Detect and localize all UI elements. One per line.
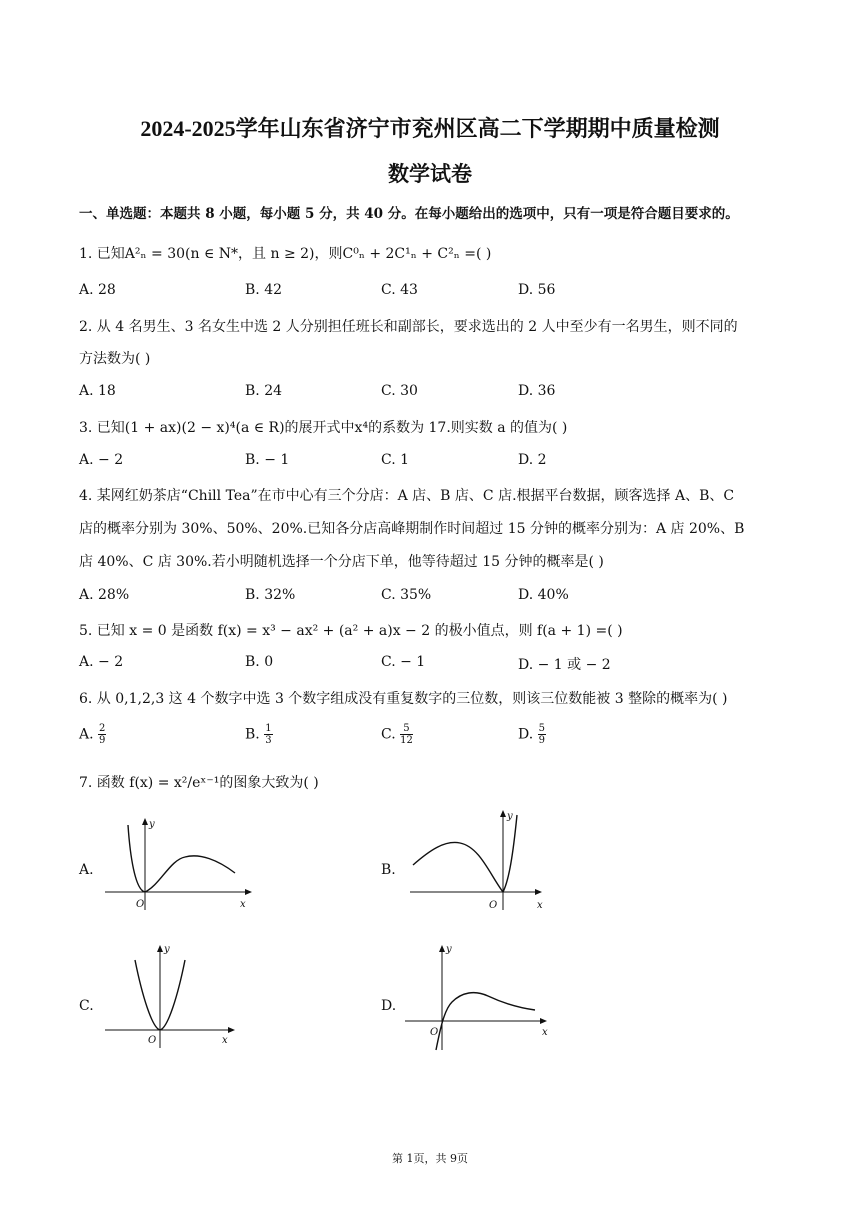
q4-option-b: B. 32% xyxy=(245,587,296,603)
q7-graph-c xyxy=(100,940,260,1050)
q7-option-b-label: B. xyxy=(381,862,396,878)
svg-text:y: y xyxy=(507,811,513,822)
q1-option-d: D. 56 xyxy=(518,282,556,298)
q7-option-d-label: D. xyxy=(381,998,397,1014)
svg-text:x: x xyxy=(542,1027,548,1038)
question-4: 4. 某网红奶茶店“Chill Tea”在市中心有三个分店：A 店、B 店、C 店.根据平台数据，顾客选择 A、B、C xyxy=(79,488,735,504)
question-6: 6. 从 0,1,2,3 这 4 个数字中选 3 个数字组成没有重复数字的三位数，则该三位数能被 3 整除的概率为( ) xyxy=(79,691,728,707)
q2-option-d: D. 36 xyxy=(518,383,556,399)
q1-option-a: A. 28 xyxy=(79,282,116,298)
svg-text:x: x xyxy=(537,900,543,911)
question-2-line2: 方法数为( ) xyxy=(79,351,151,367)
svg-text:O: O xyxy=(430,1027,439,1038)
q6-option-b: B. $\frac{1}{3}$ xyxy=(245,723,272,746)
exam-subtitle: 数学试卷 xyxy=(388,162,472,186)
q2-option-c: C. 30 xyxy=(381,383,418,399)
q4-option-d: D. 40% xyxy=(518,587,569,603)
q3-option-c: C. 1 xyxy=(381,452,410,468)
question-4-line3: 店 40%、C 店 30%.若小明随机选择一个分店下单，他等待超过 15 分钟的概率是( ) xyxy=(79,554,604,570)
q3-option-b: B. − 1 xyxy=(245,452,290,468)
q7-option-a-label: A. xyxy=(79,862,94,878)
svg-text:y: y xyxy=(446,944,452,955)
svg-text:O: O xyxy=(136,899,145,910)
question-7: 7. 函数 f(x) = x²/eˣ⁻¹的图象大致为( ) xyxy=(79,775,319,791)
q2-option-b: B. 24 xyxy=(245,383,283,399)
q3-option-d: D. 2 xyxy=(518,452,547,468)
q5-option-a: A. − 2 xyxy=(79,654,124,670)
q5-option-c: C. − 1 xyxy=(381,654,426,670)
q4-option-c: C. 35% xyxy=(381,587,432,603)
q1-option-c: C. 43 xyxy=(381,282,418,298)
q7-graph-a xyxy=(100,815,260,915)
q7-graph-b xyxy=(405,805,565,915)
svg-text:x: x xyxy=(240,899,246,910)
q5-option-d: D. − 1 或 − 2 xyxy=(518,657,611,673)
q1-option-b: B. 42 xyxy=(245,282,283,298)
section-heading: 一、单选题：本题共 8 小题，每小题 5 分，共 40 分。在每小题给出的选项中，只有一项是符合题目要求的。 xyxy=(79,206,739,222)
svg-text:y: y xyxy=(149,819,155,830)
page-footer: 第 1页，共 9页 xyxy=(392,1152,468,1165)
q2-option-a: A. 18 xyxy=(79,383,116,399)
question-1: 1. 已知A²ₙ = 30(n ∈ N*，且 n ≥ 2)，则C⁰ₙ + 2C¹ₙ + C²ₙ =( ) xyxy=(79,246,492,262)
question-5: 5. 已知 x = 0 是函数 f(x) = x³ − ax² + (a² + a)x − 2 的极小值点，则 f(a + 1) =( ) xyxy=(79,623,623,639)
svg-text:O: O xyxy=(148,1035,157,1046)
question-2: 2. 从 4 名男生、3 名女生中选 2 人分别担任班长和副部长，要求选出的 2 人中至少有一名男生，则不同的 xyxy=(79,319,738,335)
question-4-line2: 店的概率分别为 30%、50%、20%.已知各分店高峰期制作时间超过 15 分钟的概率分别为：A 店 20%、B xyxy=(79,521,745,537)
q6-option-c: C. $\frac{5}{12}$ xyxy=(381,723,413,746)
q4-option-a: A. 28% xyxy=(79,587,130,603)
svg-text:O: O xyxy=(489,900,498,911)
svg-text:y: y xyxy=(164,944,170,955)
exam-title: 2024-2025学年山东省济宁市兖州区高二下学期期中质量检测 xyxy=(140,116,720,141)
q6-option-a: A. $\frac{2}{9}$ xyxy=(79,723,106,746)
svg-text:x: x xyxy=(222,1035,228,1046)
q6-option-d: D. $\frac{5}{9}$ xyxy=(518,723,546,746)
q7-graph-d xyxy=(400,940,560,1055)
q7-option-c-label: C. xyxy=(79,998,94,1014)
q5-option-b: B. 0 xyxy=(245,654,274,670)
q3-option-a: A. − 2 xyxy=(79,452,124,468)
question-3: 3. 已知(1 + ax)(2 − x)⁴(a ∈ R)的展开式中x⁴的系数为 17.则实数 a 的值为( ) xyxy=(79,420,568,436)
